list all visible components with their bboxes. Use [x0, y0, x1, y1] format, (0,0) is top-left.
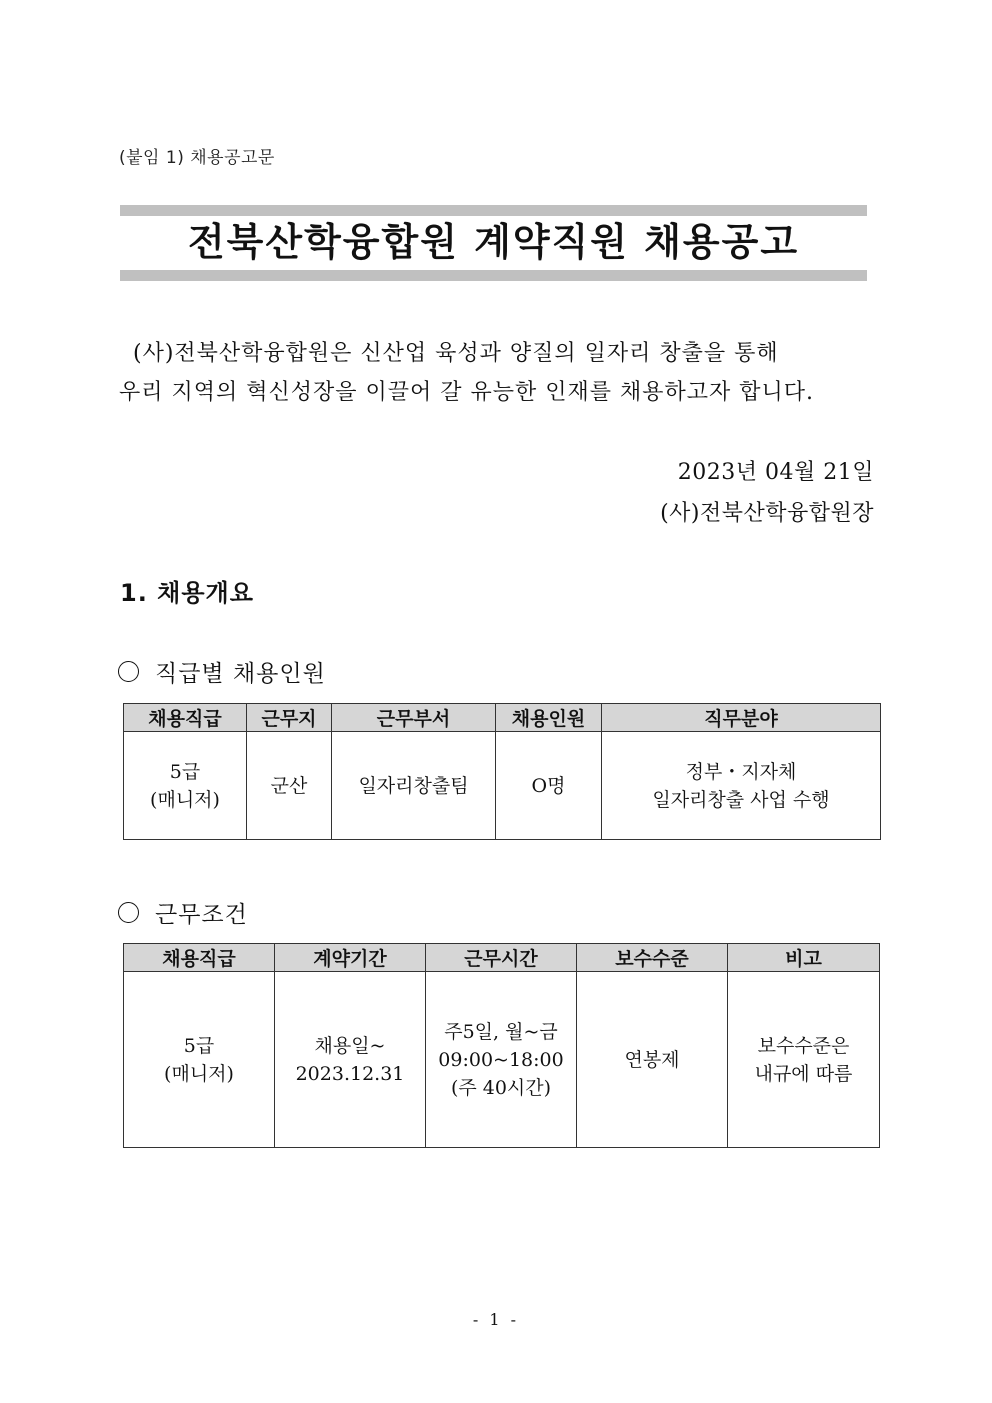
note-line: 내규에 따름 — [754, 1062, 853, 1085]
table1-caption — [118, 655, 326, 688]
intro-line-2: 우리 지역의 혁신성장을 이끌어 갈 유능한 인재를 채용하고자 합니다. — [119, 380, 814, 405]
header-cell: 근무부서 — [332, 704, 496, 732]
header-cell: 비고 — [728, 944, 880, 972]
title-bottom-bar — [120, 270, 867, 281]
table2-caption — [118, 896, 248, 929]
header-cell: 계약기간 — [275, 944, 426, 972]
note-cell — [728, 972, 880, 1148]
grade-line: 5급 — [169, 760, 201, 783]
title-top-bar — [120, 205, 867, 216]
circle-bullet-icon — [118, 661, 139, 682]
department-cell: 일자리창출팀 — [332, 732, 496, 840]
period-line: 채용일~ — [314, 1034, 386, 1057]
hours-line: 09:00~18:00 — [438, 1048, 564, 1071]
header-cell: 채용직급 — [124, 704, 247, 732]
page-title: 전북산학융합원 계약직원 채용공고 — [187, 220, 800, 264]
table-header-row — [124, 704, 881, 732]
page-number: - 1 - — [472, 1310, 520, 1329]
headcount-cell: O명 — [496, 732, 602, 840]
conditions-table — [123, 943, 880, 1148]
grade-line: 5급 — [183, 1034, 215, 1057]
hours-line: 주5일, 월~금 — [444, 1020, 558, 1043]
headcount-table — [123, 703, 881, 840]
header-cell: 채용인원 — [496, 704, 602, 732]
grade-line: (매니저) — [150, 788, 220, 811]
circle-bullet-icon — [118, 902, 139, 923]
table-row — [124, 972, 880, 1148]
hours-line: (주 40시간) — [450, 1076, 552, 1099]
hours-cell — [426, 972, 577, 1148]
header-cell: 근무시간 — [426, 944, 577, 972]
field-line: 일자리창출 사업 수행 — [652, 788, 830, 811]
pay-cell: 연봉제 — [577, 972, 728, 1148]
announcement-date: 2023년 04월 21일 — [677, 460, 874, 485]
grade-line: (매니저) — [164, 1062, 234, 1085]
field-cell — [602, 732, 881, 840]
field-line: 정부・지자체 — [685, 760, 797, 783]
intro-line-1: (사)전북산학융합원은 신산업 육성과 양질의 일자리 창출을 통해 — [133, 341, 779, 366]
header-cell: 채용직급 — [124, 944, 275, 972]
period-cell — [275, 972, 426, 1148]
table1-caption-text: 직급별 채용인원 — [155, 661, 326, 687]
attachment-label: (붙임 1) 채용공고문 — [119, 148, 275, 168]
section-heading: 1. 채용개요 — [120, 579, 254, 607]
issuer-name: (사)전북산학융합원장 — [660, 501, 874, 526]
grade-cell — [124, 732, 247, 840]
table2-caption-text: 근무조건 — [155, 902, 248, 928]
note-line: 보수수준은 — [757, 1034, 850, 1057]
grade-cell — [124, 972, 275, 1148]
header-cell: 근무지 — [247, 704, 332, 732]
intro-paragraph — [119, 334, 874, 412]
table-header-row — [124, 944, 880, 972]
table-row — [124, 732, 881, 840]
header-cell: 보수수준 — [577, 944, 728, 972]
location-cell: 군산 — [247, 732, 332, 840]
period-line: 2023.12.31 — [295, 1062, 405, 1085]
header-cell: 직무분야 — [602, 704, 881, 732]
